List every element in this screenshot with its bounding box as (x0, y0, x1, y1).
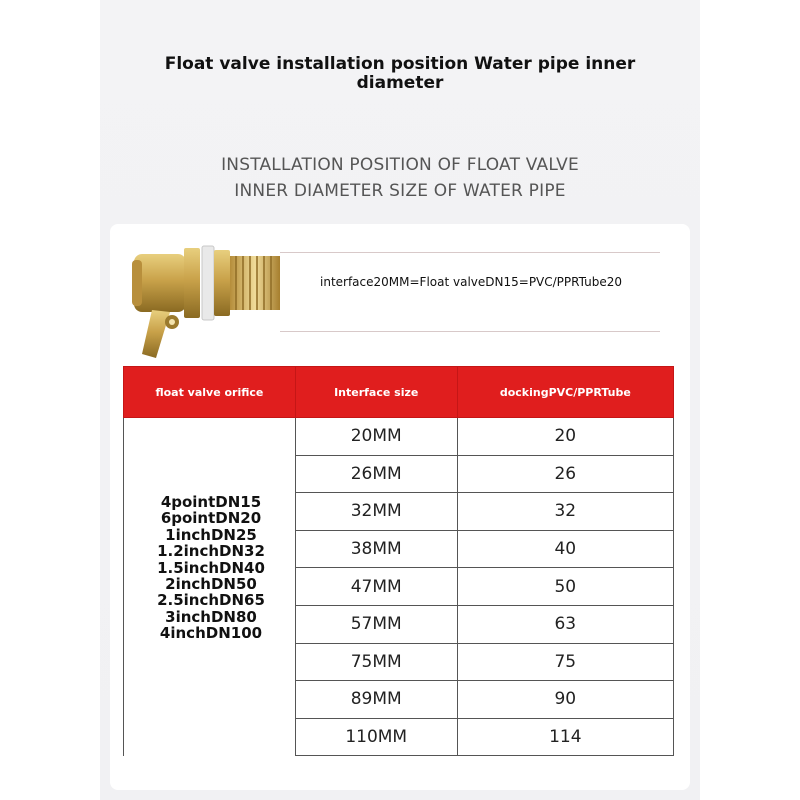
interface-size-cell: 38MM (295, 530, 457, 568)
interface-size-cell: 47MM (295, 568, 457, 606)
interface-size-cell: 89MM (295, 681, 457, 719)
interface-size-cell: 110MM (295, 718, 457, 756)
orifice-size-item: 1inchDN25 (165, 525, 257, 544)
table-header-row (124, 367, 674, 418)
subtitle-line-1: INSTALLATION POSITION OF FLOAT VALVE (221, 155, 579, 175)
orifice-size-item: 6pointDN20 (160, 509, 262, 528)
docking-size-cell: 75 (457, 643, 673, 681)
docking-size-cell: 114 (457, 718, 673, 756)
orifice-size-item: 2.5inchDN65 (157, 591, 265, 610)
interface-size-cell: 32MM (295, 493, 457, 531)
brass-float-valve-image (130, 238, 280, 368)
docking-size-cell: 50 (457, 568, 673, 606)
interface-size-cell: 75MM (295, 643, 457, 681)
header-docking-tube: dockingPVC/PPRTube (457, 367, 673, 418)
page-title: Float valve installation position Water pipe inner diameter (164, 54, 636, 93)
header-interface-size: Interface size (295, 367, 457, 418)
subtitle-line-2: INNER DIAMETER SIZE OF WATER PIPE (234, 181, 566, 201)
subtitle (150, 152, 650, 204)
interface-measure-box (280, 252, 660, 332)
orifice-size-item: 1.2inchDN32 (157, 542, 265, 561)
interface-size-cell: 26MM (295, 455, 457, 493)
docking-size-cell: 32 (457, 493, 673, 531)
orifice-size-list (126, 494, 296, 642)
interface-size-cell: 57MM (295, 605, 457, 643)
docking-size-cell: 40 (457, 530, 673, 568)
orifice-size-item: 2inchDN50 (165, 575, 257, 594)
docking-size-cell: 26 (457, 455, 673, 493)
orifice-size-item: 4inchDN100 (159, 624, 263, 643)
docking-size-cell: 63 (457, 605, 673, 643)
header-float-valve-orifice: float valve orifice (124, 367, 296, 418)
interface-size-cell: 20MM (295, 418, 457, 456)
table-row (124, 418, 674, 456)
interface-note: interface20MM=Float valveDN15=PVC/PPRTube20 (320, 275, 623, 289)
orifice-size-item: 1.5inchDN40 (157, 558, 265, 577)
orifice-size-item: 4pointDN15 (160, 493, 262, 511)
orifice-size-item: 3inchDN80 (165, 607, 257, 626)
docking-size-cell: 20 (457, 418, 673, 456)
docking-size-cell: 90 (457, 681, 673, 719)
